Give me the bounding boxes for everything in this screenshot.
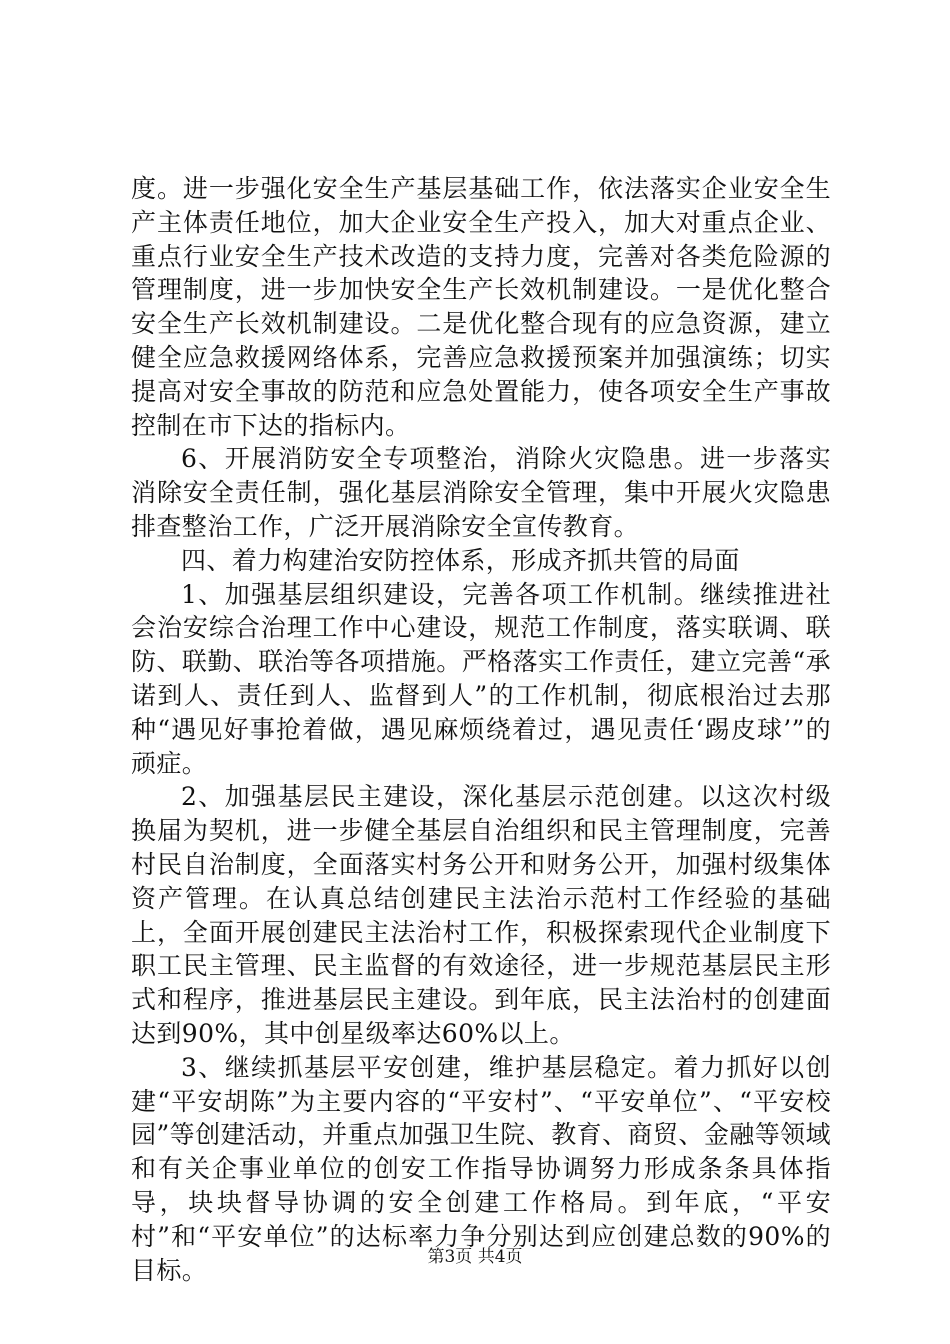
paragraph-continuation: 度。进一步强化安全生产基层基础工作，依法落实企业安全生产主体责任地位，加大企业安全生产投入，加大对重点企业、重点行业安全生产技术改造的支持力度，完善对各类危险源的管理制度，进一步加快安全生产长效机制建设。一是优化整合安全生产长效机制建设。二是优化整合现有的应急资源，建立健全应急救援网络体系，完善应急救援预案并加强演练；切实提高对安全事故的防范和应急处置能力，使各项安全生产事故控制在市下达的指标内。	[131, 174, 831, 440]
paragraph-item-3: 3、继续抓基层平安创建，维护基层稳定。着力抓好以创建“平安胡陈”为主要内容的“平安村”、“平安单位”、“平安校园”等创建活动，并重点加强卫生院、教育、商贸、金融等领域和有关企事业单位的创安工作指导协调努力形成条条具体指导，块块督导协调的安全创建工作格局。到年底，“平安村”和“平安单位”的达标率力争分别达到应创建总数的90%的目标。	[131, 1052, 831, 1285]
paragraph-item-1: 1、加强基层组织建设，完善各项工作机制。继续推进社会治安综合治理工作中心建设，规范工作制度，落实联调、联防、联勤、联治等各项措施。严格落实工作责任，建立完善“承诺到人、责任到人、监督到人”的工作机制，彻底根治过去那种“遇见好事抢着做，遇见麻烦绕着过，遇见责任‘踢皮球’”的顽症。	[131, 579, 831, 778]
section-heading-4: 四、着力构建治安防控体系，形成齐抓共管的局面	[181, 545, 740, 575]
paragraph-item-6: 6、开展消防安全专项整治，消除火灾隐患。进一步落实消除安全责任制，强化基层消除安全管理，集中开展火灾隐患排查整治工作，广泛开展消除安全宣传教育。	[131, 444, 831, 541]
document-body	[131, 172, 831, 1287]
paragraph-item-2: 2、加强基层民主建设，深化基层示范创建。以这次村级换届为契机，进一步健全基层自治组织和民主管理制度，完善村民自治制度，全面落实村务公开和财务公开，加强村级集体资产管理。在认真总结创建民主法治示范村工作经验的基础上，全面开展创建民主法治村工作，积极探索现代企业制度下职工民主管理、民主监督的有效途径，进一步规范基层民主形式和程序，推进基层民主建设。到年底，民主法治村的创建面达到90%，其中创星级率达60%以上。	[131, 782, 831, 1048]
page-number-footer: 第3页 共4页	[427, 1247, 523, 1267]
